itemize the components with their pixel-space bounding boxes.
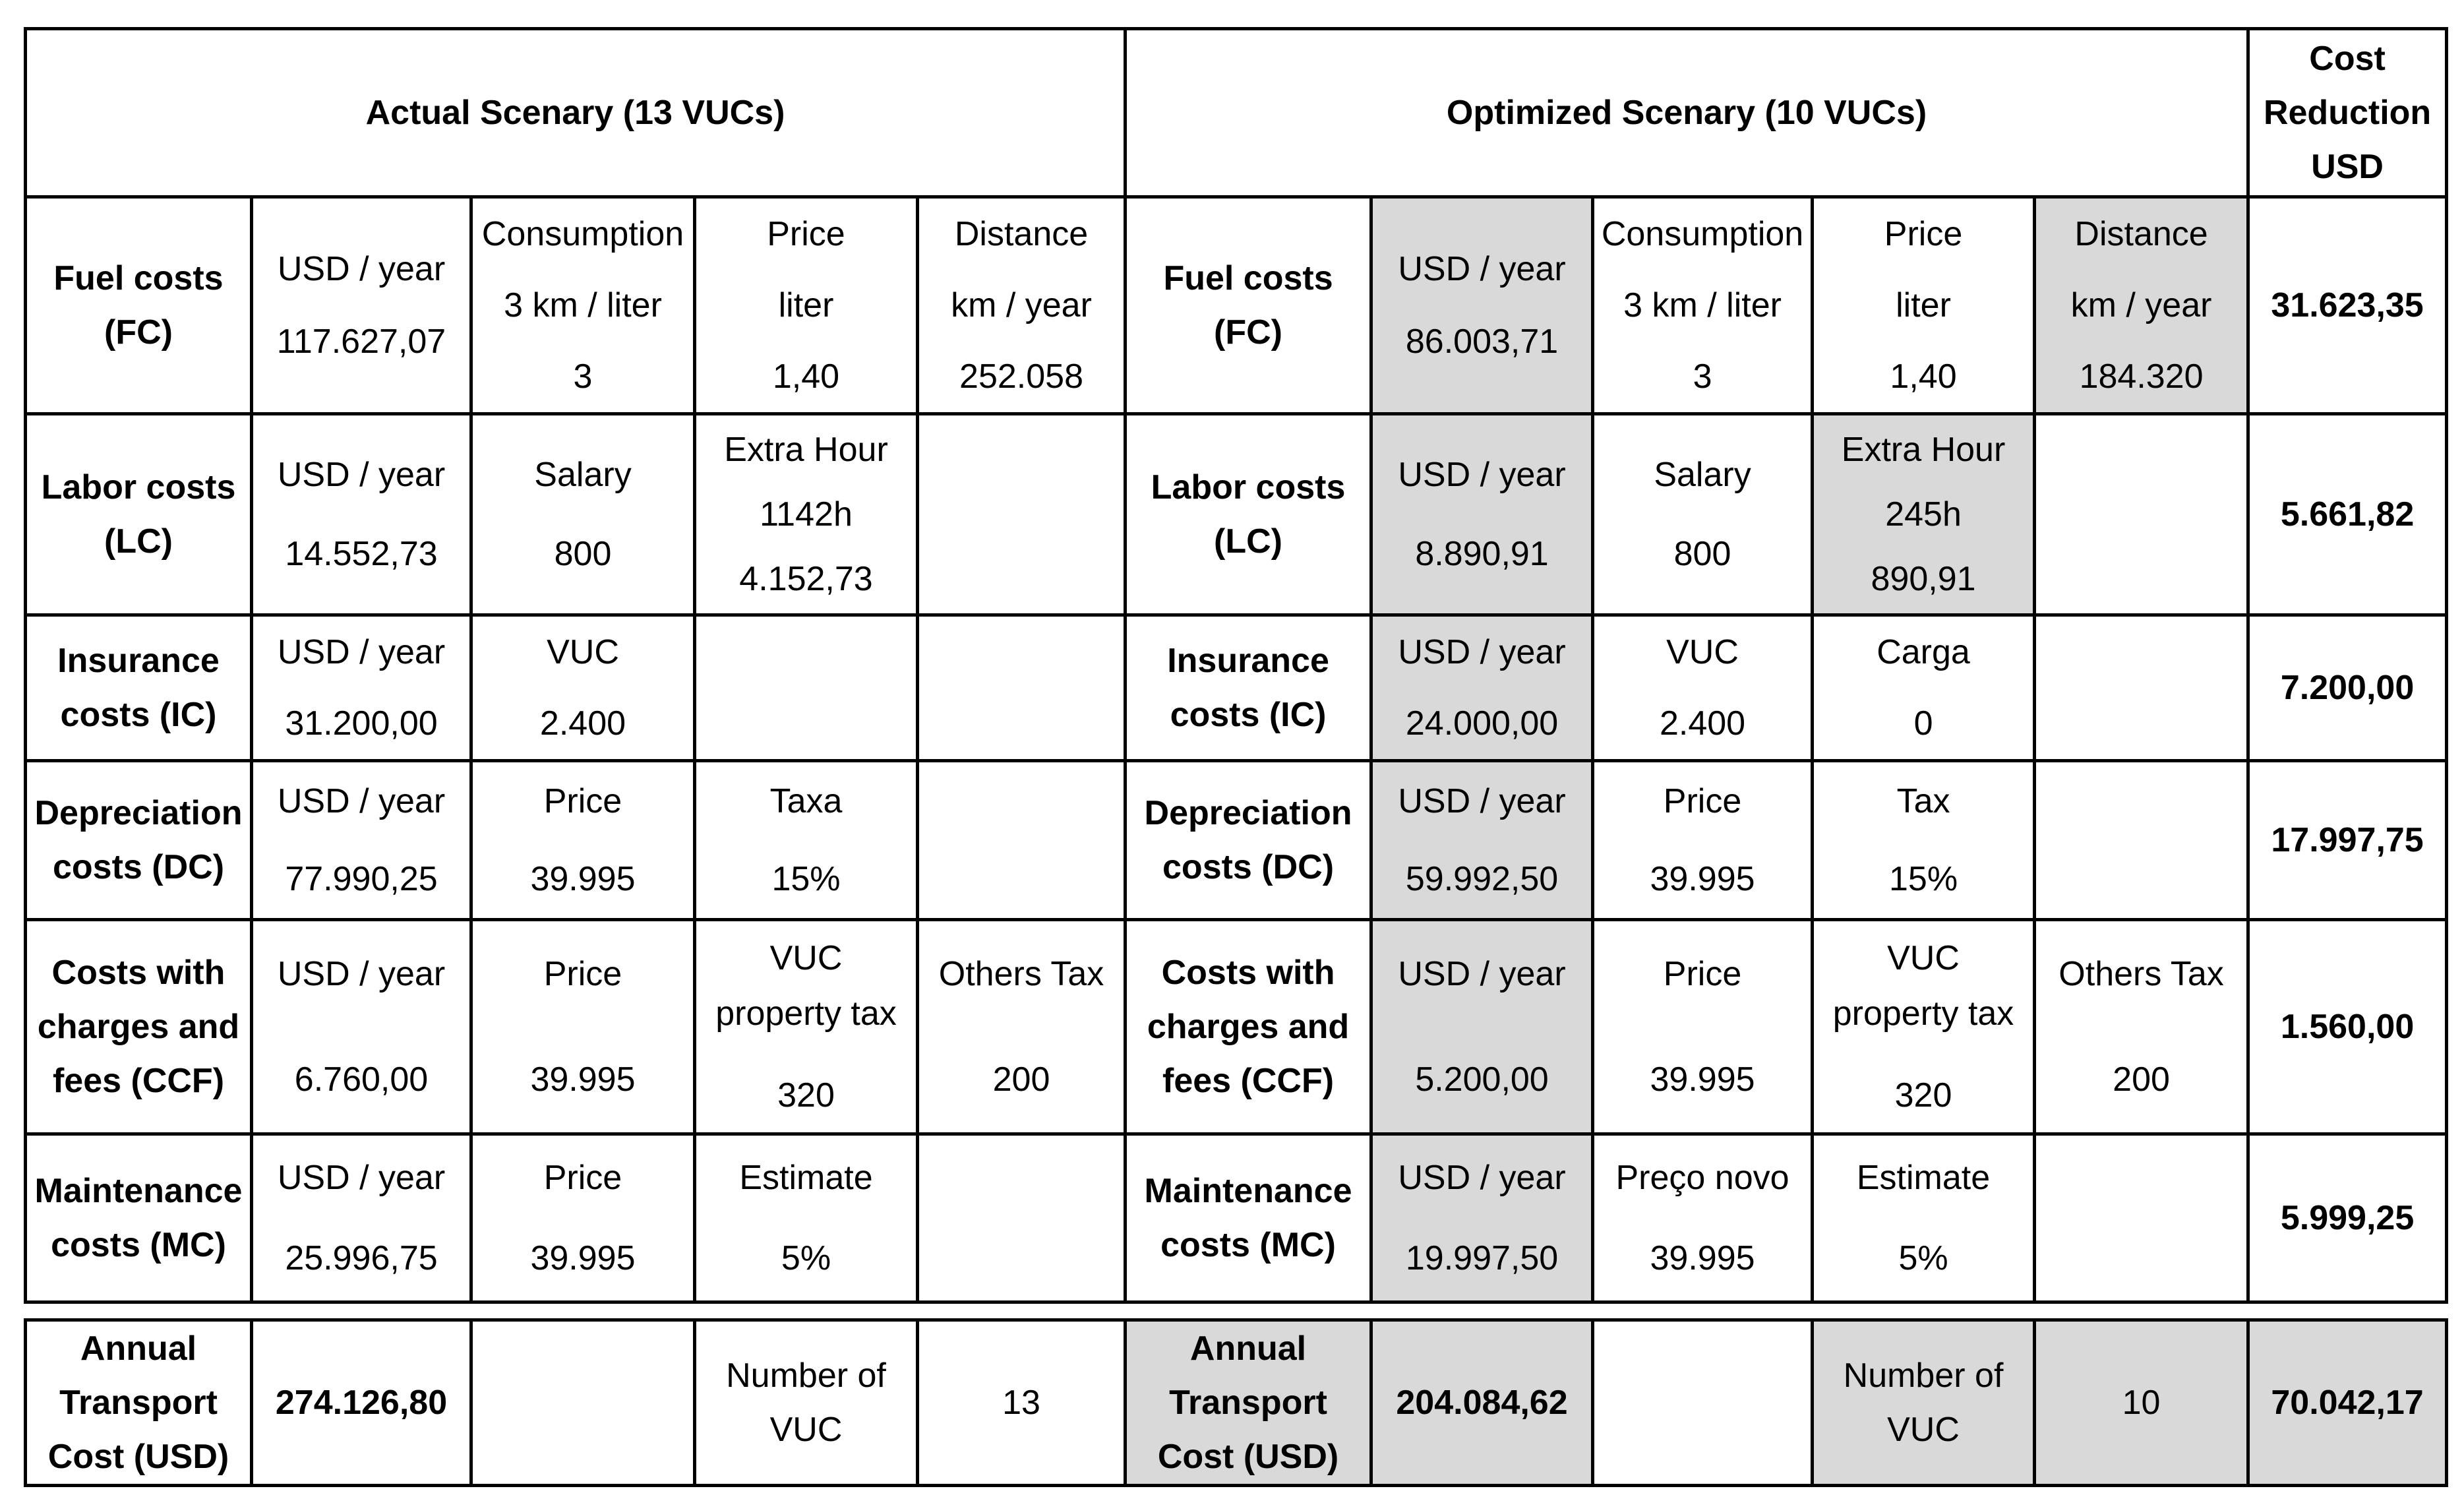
actual-vuc-count: 13 <box>918 1320 1126 1486</box>
optimized-scenario-title: Optimized Scenary (10 VUCs) <box>1126 29 2248 197</box>
optimized-vuc-label: Number of VUC <box>1813 1320 2035 1486</box>
optimized-ccf-others-tax: Others Tax 200 <box>2035 920 2248 1134</box>
optimized-fc-consumption: Consumption 3 km / liter 3 <box>1593 197 1813 414</box>
cost-reduction-title: Cost Reduction USD <box>2248 29 2447 197</box>
row-label-charges-and-fees-opt: Costs with charges and fees (CCF) <box>1126 920 1371 1134</box>
optimized-ic-usd: USD / year 24.000,00 <box>1371 615 1593 761</box>
optimized-fc-usd: USD / year 86.003,71 <box>1371 197 1593 414</box>
actual-fc-consumption: Consumption 3 km / liter 3 <box>471 197 695 414</box>
reduction-annual-total: 70.042,17 <box>2248 1320 2447 1486</box>
actual-lc-extra-hour: Extra Hour 1142h 4.152,73 <box>695 414 918 615</box>
actual-ic-usd: USD / year 31.200,00 <box>252 615 471 761</box>
row-label-fuel-costs: Fuel costs (FC) <box>26 197 252 414</box>
table-row-labor-costs <box>26 414 2447 615</box>
row-label-depreciation-costs: Depreciation costs (DC) <box>26 761 252 920</box>
table-spacer <box>26 1302 2447 1320</box>
reduction-dc: 17.997,75 <box>2248 761 2447 920</box>
reduction-fc: 31.623,35 <box>2248 197 2447 414</box>
reduction-ic: 7.200,00 <box>2248 615 2447 761</box>
actual-annual-total: 274.126,80 <box>252 1320 471 1486</box>
row-label-annual-transport-cost: Annual Transport Cost (USD) <box>26 1320 252 1486</box>
optimized-ic-empty <box>2035 615 2248 761</box>
actual-lc-usd: USD / year 14.552,73 <box>252 414 471 615</box>
actual-mc-estimate: Estimate 5% <box>695 1134 918 1302</box>
optimized-dc-tax: Tax 15% <box>1813 761 2035 920</box>
actual-ccf-others-tax: Others Tax 200 <box>918 920 1126 1134</box>
optimized-lc-salary: Salary 800 <box>1593 414 1813 615</box>
table-row-charges-and-fees <box>26 920 2447 1134</box>
actual-ic-empty-2 <box>918 615 1126 761</box>
optimized-fc-price: Price liter 1,40 <box>1813 197 2035 414</box>
actual-mc-empty <box>918 1134 1126 1302</box>
optimized-ic-vuc: VUC 2.400 <box>1593 615 1813 761</box>
actual-dc-usd: USD / year 77.990,25 <box>252 761 471 920</box>
actual-dc-taxa: Taxa 15% <box>695 761 918 920</box>
reduction-ccf: 1.560,00 <box>2248 920 2447 1134</box>
row-label-fuel-costs-opt: Fuel costs (FC) <box>1126 197 1371 414</box>
actual-dc-empty <box>918 761 1126 920</box>
actual-ic-empty-1 <box>695 615 918 761</box>
actual-fc-distance: Distance km / year 252.058 <box>918 197 1126 414</box>
optimized-annual-total: 204.084,62 <box>1371 1320 1593 1486</box>
optimized-ccf-price: Price 39.995 <box>1593 920 1813 1134</box>
row-label-charges-and-fees: Costs with charges and fees (CCF) <box>26 920 252 1134</box>
optimized-lc-usd: USD / year 8.890,91 <box>1371 414 1593 615</box>
actual-scenario-title: Actual Scenary (13 VUCs) <box>26 29 1126 197</box>
actual-vuc-label: Number of VUC <box>695 1320 918 1486</box>
header-row <box>26 29 2447 197</box>
table-row-depreciation-costs <box>26 761 2447 920</box>
actual-lc-salary: Salary 800 <box>471 414 695 615</box>
reduction-lc: 5.661,82 <box>2248 414 2447 615</box>
actual-mc-price: Price 39.995 <box>471 1134 695 1302</box>
reduction-mc: 5.999,25 <box>2248 1134 2447 1302</box>
row-label-depreciation-costs-opt: Depreciation costs (DC) <box>1126 761 1371 920</box>
row-label-labor-costs: Labor costs (LC) <box>26 414 252 615</box>
row-label-insurance-costs-opt: Insurance costs (IC) <box>1126 615 1371 761</box>
row-label-labor-costs-opt: Labor costs (LC) <box>1126 414 1371 615</box>
optimized-fc-distance: Distance km / year 184.320 <box>2035 197 2248 414</box>
table-row-maintenance-costs <box>26 1134 2447 1302</box>
optimized-ic-carga: Carga 0 <box>1813 615 2035 761</box>
actual-ccf-property-tax: VUC property tax 320 <box>695 920 918 1134</box>
optimized-mc-usd: USD / year 19.997,50 <box>1371 1134 1593 1302</box>
optimized-lc-extra-hour: Extra Hour 245h 890,91 <box>1813 414 2035 615</box>
optimized-ccf-usd: USD / year 5.200,00 <box>1371 920 1593 1134</box>
actual-ccf-usd: USD / year 6.760,00 <box>252 920 471 1134</box>
table-row-annual-total <box>26 1320 2447 1486</box>
table-row-insurance-costs <box>26 615 2447 761</box>
cost-comparison-table <box>24 27 2448 1487</box>
row-label-insurance-costs: Insurance costs (IC) <box>26 615 252 761</box>
actual-ic-vuc: VUC 2.400 <box>471 615 695 761</box>
optimized-dc-usd: USD / year 59.992,50 <box>1371 761 1593 920</box>
row-label-maintenance-costs-opt: Maintenance costs (MC) <box>1126 1134 1371 1302</box>
actual-fc-usd: USD / year 117.627,07 <box>252 197 471 414</box>
optimized-dc-empty <box>2035 761 2248 920</box>
row-label-annual-transport-cost-opt: Annual Transport Cost (USD) <box>1126 1320 1371 1486</box>
actual-dc-price: Price 39.995 <box>471 761 695 920</box>
optimized-dc-price: Price 39.995 <box>1593 761 1813 920</box>
actual-lc-empty <box>918 414 1126 615</box>
optimized-total-empty <box>1593 1320 1813 1486</box>
actual-ccf-price: Price 39.995 <box>471 920 695 1134</box>
optimized-mc-price: Preço novo 39.995 <box>1593 1134 1813 1302</box>
actual-total-empty <box>471 1320 695 1486</box>
row-label-maintenance-costs: Maintenance costs (MC) <box>26 1134 252 1302</box>
actual-fc-price: Price liter 1,40 <box>695 197 918 414</box>
table-row-fuel-costs <box>26 197 2447 414</box>
spacer-cell <box>26 1302 2447 1320</box>
optimized-mc-estimate: Estimate 5% <box>1813 1134 2035 1302</box>
optimized-mc-empty <box>2035 1134 2248 1302</box>
actual-mc-usd: USD / year 25.996,75 <box>252 1134 471 1302</box>
optimized-vuc-count: 10 <box>2035 1320 2248 1486</box>
optimized-ccf-property-tax: VUC property tax 320 <box>1813 920 2035 1134</box>
optimized-lc-empty <box>2035 414 2248 615</box>
